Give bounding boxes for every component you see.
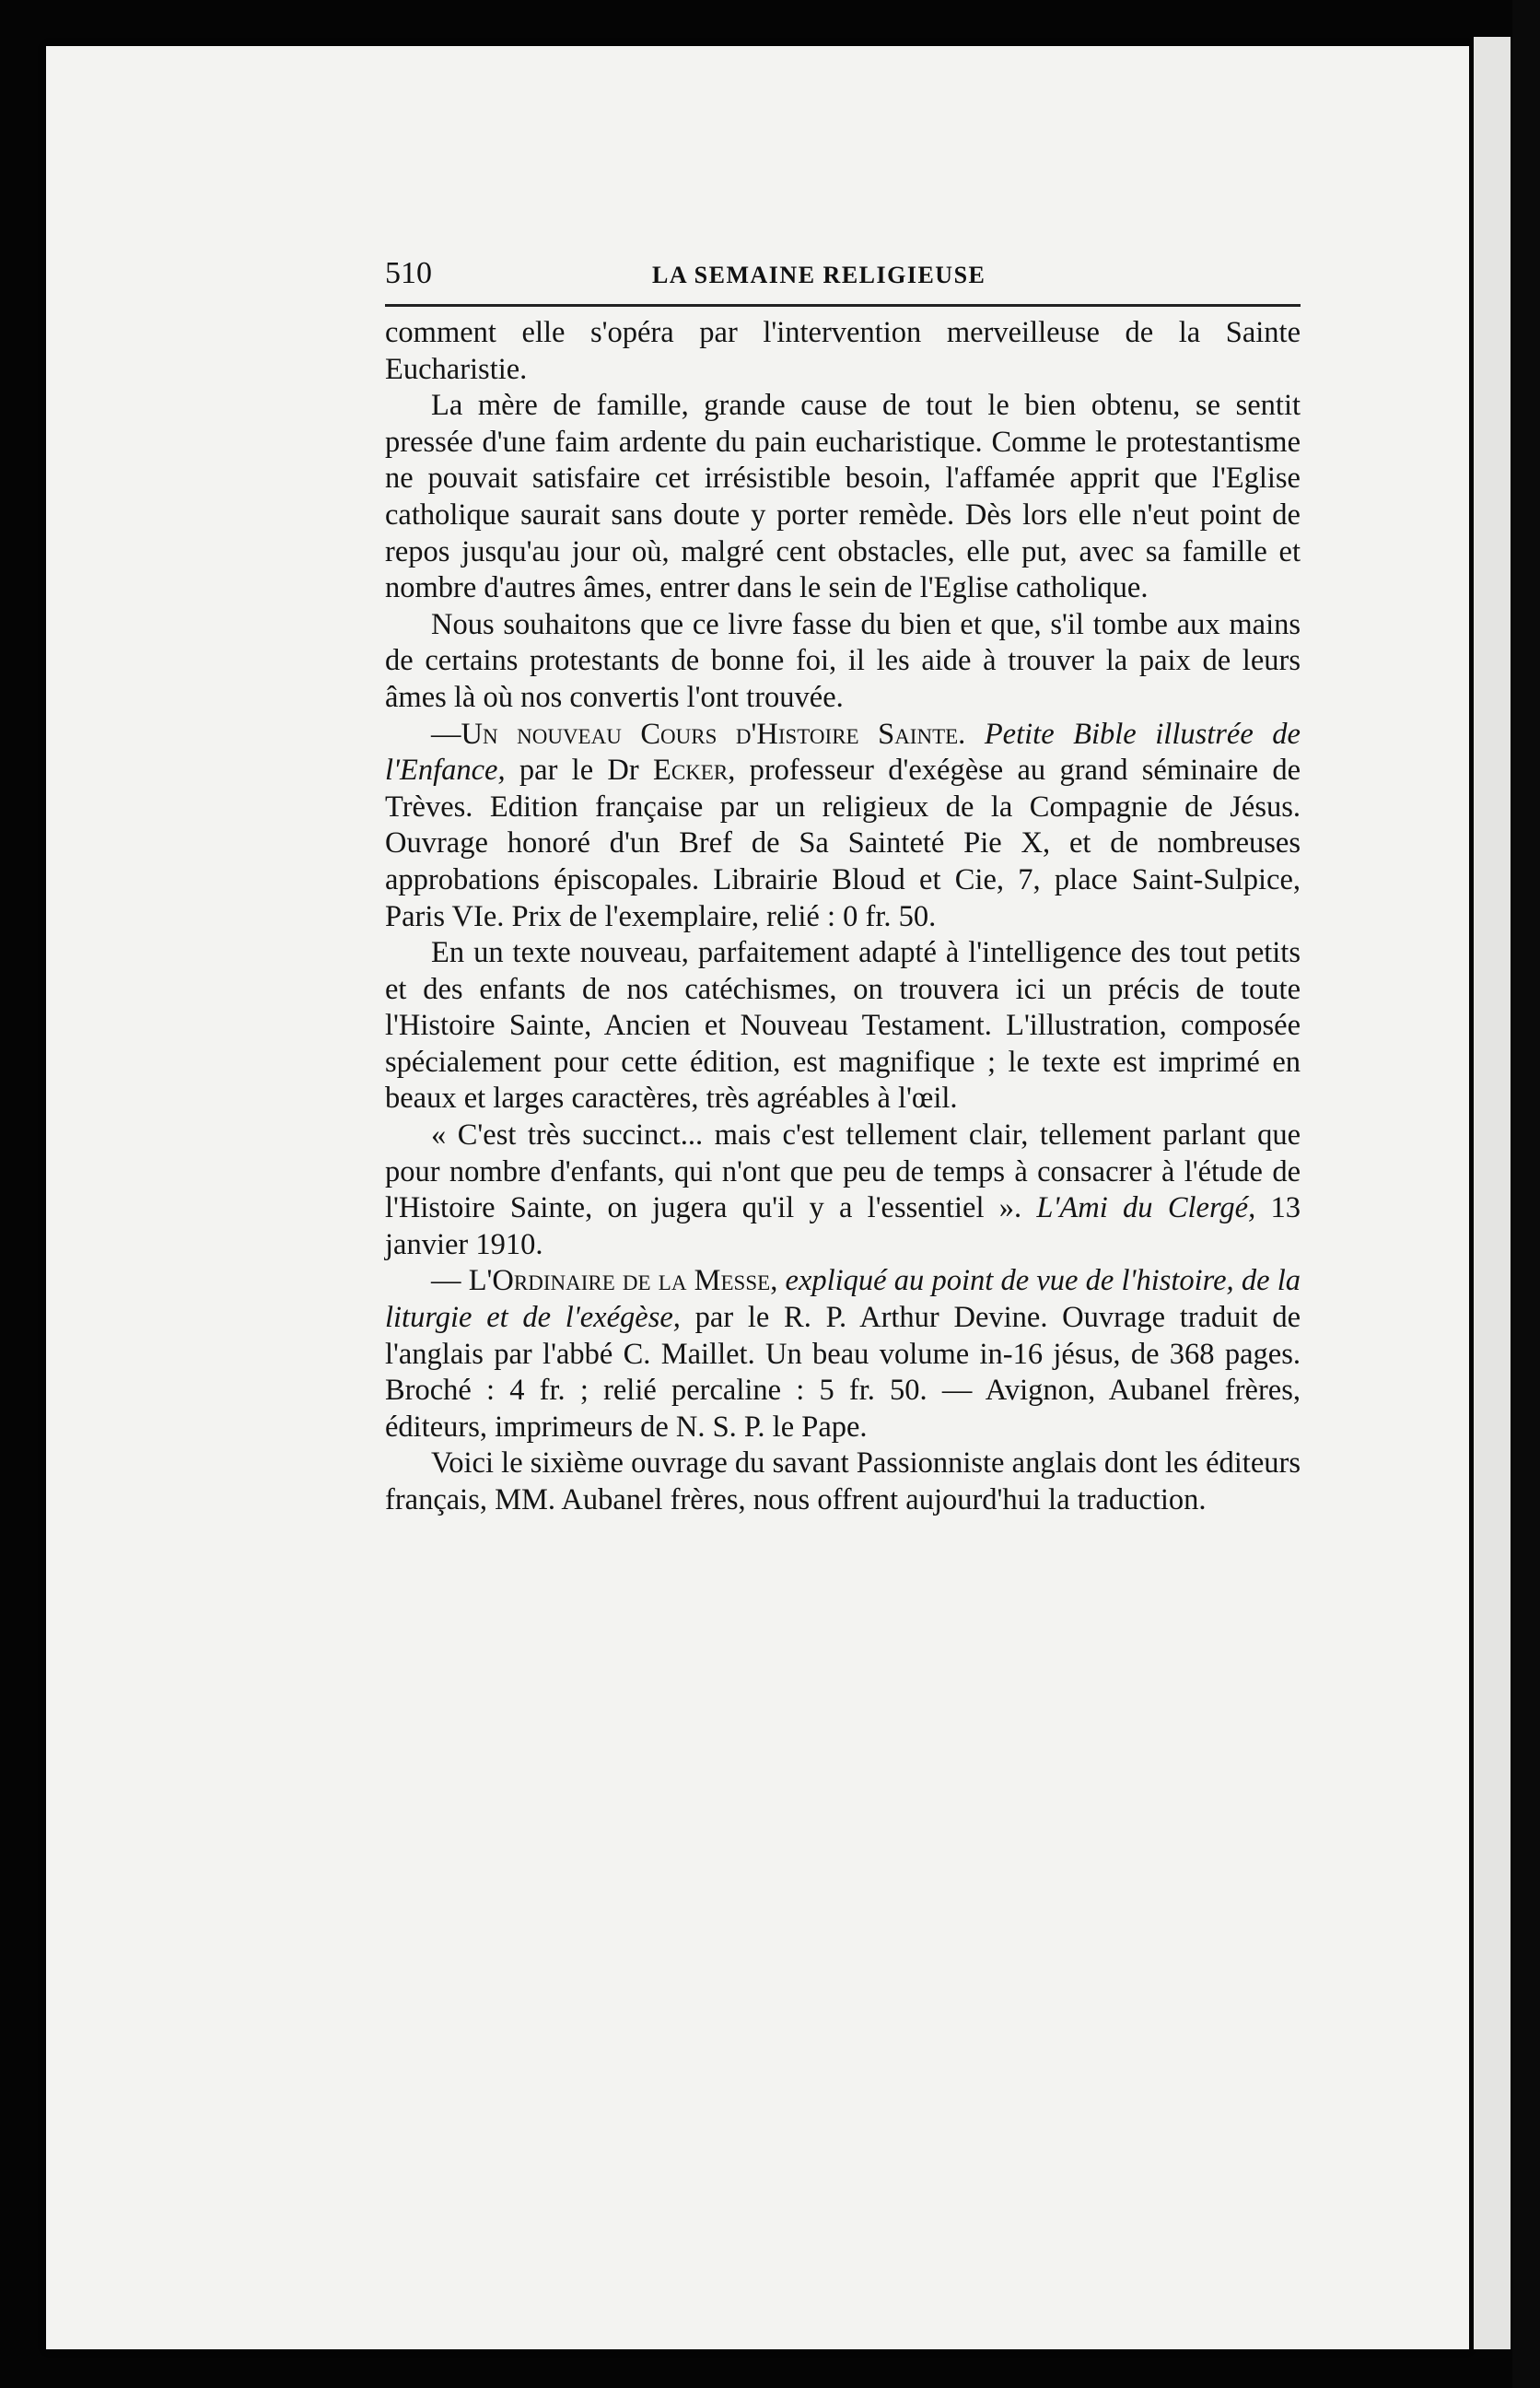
review-details: , professeur d'exégèse au grand séminaire de Trèves. Edition française par un religieux de la Compagnie de Jésus. Ouvrage honoré d'un Bref de Sa Sainteté Pie X, et de nombreuses approbations épiscopales. Librairie Bloud et Cie, 7, place Saint-Sulpice, Paris VIe. Prix de l'exemplaire, relié : 0 fr. 50. <box>385 754 1301 933</box>
paragraph-description: En un texte nouveau, parfaitement adapté à l'intelligence des tout petits et des enfants de nos catéchismes, on trouvera ici un précis de toute l'Histoire Sainte, Ancien et Nouveau Testament. L'illustration, composée spécialement pour cette édition, est magnifique ; le texte est imprimé en beaux et larges caractères, très agréables à l'œil. <box>385 936 1301 1116</box>
book-title: Petite Bible illustrée de l'Enfance, <box>385 717 1301 788</box>
journal-title: LA SEMAINE RELIGIEUSE <box>652 262 986 288</box>
review-heading: Un nouveau Cours d'Histoire Sainte. <box>461 717 966 751</box>
article-body <box>385 315 1301 1519</box>
running-head <box>385 256 1306 293</box>
review-dash: — <box>431 717 461 751</box>
paragraph-conclusion: Voici le sixième ouvrage du savant Passionniste anglais dont les éditeurs français, MM. Aubanel frères, nous offrent aujourd'hui la traduction. <box>385 1446 1301 1516</box>
quote-paragraph <box>385 1118 1301 1263</box>
review-heading: L'Ordinaire de la Messe, <box>468 1264 778 1298</box>
review-bible <box>385 717 1301 936</box>
review-dash: — <box>431 1264 461 1298</box>
quote-date: 13 janvier 1910. <box>385 1191 1301 1261</box>
author-name: Ecker <box>653 754 729 788</box>
adjacent-page-edge <box>1474 37 1511 2349</box>
paragraph-mother: La mère de famille, grande cause de tout le bien obtenu, se sentit pressée d'une faim ardente du pain eucharistique. Comme le protestantisme ne pouvait satisfaire cet irrésistible besoin, l'affamée apprit que l'Eglise catholique saurait sans doute y porter remède. Dès lors elle n'eut point de repos jusqu'au jour où, malgré cent obstacles, elle put, avec sa famille et nombre d'autres âmes, entrer dans le sein de l'Eglise catholique. <box>385 389 1301 605</box>
header-rule <box>385 304 1301 307</box>
paragraph-wish: Nous souhaitons que ce livre fasse du bien et que, s'il tombe aux mains de certains protestants de bonne foi, il les aide à trouver la paix de leurs âmes là où nos convertis l'ont trouvée. <box>385 607 1301 714</box>
quote-source: L'Ami du Clergé, <box>1036 1191 1256 1225</box>
page-number: 510 <box>385 256 432 290</box>
review-by: par le Dr <box>519 754 639 788</box>
scan-border <box>1512 0 1540 2388</box>
quote-text: « C'est très succinct... mais c'est tellement clair, tellement parlant que pour nombre d'enfants, qui n'ont que peu de temps à consacrer à l'étude de l'Histoire Sainte, on jugera qu'il y a l'essentiel ». <box>385 1118 1301 1225</box>
paragraph-continuation: comment elle s'opéra par l'intervention merveilleuse de la Sainte Eucharistie. <box>385 316 1301 386</box>
review-messe <box>385 1263 1301 1446</box>
review-details: par le R. P. Arthur Devine. Ouvrage traduit de l'anglais par l'abbé C. Maillet. Un beau volume in-16 jésus, de 368 pages. Broché : 4 fr. ; relié percaline : 5 fr. 50. — Avignon, Aubanel frères, éditeurs, imprimeurs de N. S. P. le Pape. <box>385 1301 1301 1444</box>
book-subtitle: expliqué au point de vue de l'histoire, de la liturgie et de l'exégèse, <box>385 1264 1301 1335</box>
